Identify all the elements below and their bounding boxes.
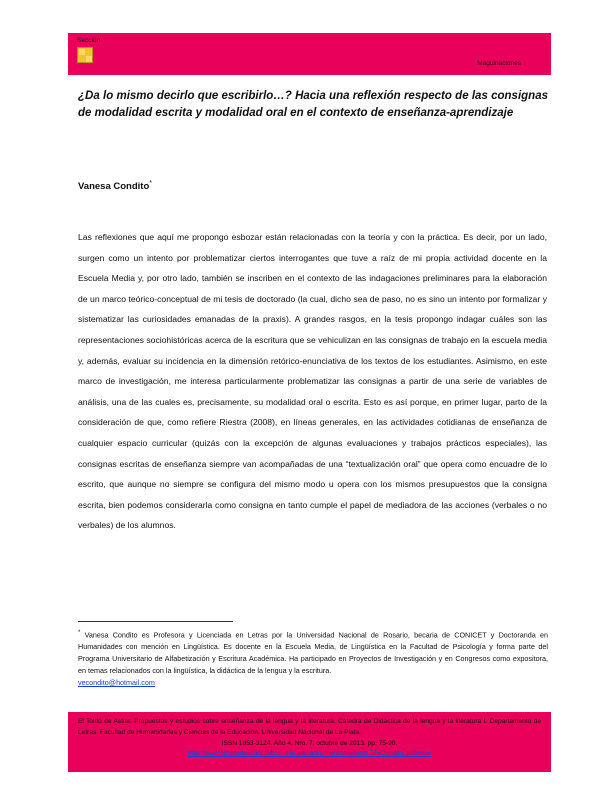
journal-footer-band: [68, 712, 551, 772]
section-label: Sección: [77, 37, 101, 44]
section-header-band: [68, 33, 551, 75]
footnote-text: Vanesa Condito es Profesora y Licenciada en Letras por la Universidad Nacional de Rosario, becaria de CONICET y Doctoranda en Humanidades con mención en Lingüística. Es docente en la Escuela Media, de Lingüística en la Facultad de Psicología y forma parte del Programa Universitario de Alfabetización y Escritura Académica. Ha participado en Proyectos de Investigación y en Congresos como expositora, en temas relacionados con la lingüística, la didáctica de la lengua y la escritura.: [78, 630, 548, 675]
footnote: [78, 628, 548, 688]
footnote-mark: *: [78, 630, 81, 636]
author-name: Vanesa Condito: [78, 181, 150, 193]
issn-line: ISSN 1853-3124. Año 4, Nro. 7, octubre de 2013. pp. 75-90.: [221, 739, 398, 747]
author-line: [78, 180, 152, 192]
journal-citation: El Toldo de Astier. Propuestas y estudios sobre enseñanza de la lengua y la literatura. Cátedra de Didáctica de la lengua y la literatura I. Departamento de Letras. Facultad de Humanidades y Ciencias de la Educación. Universidad Nacional de La Plata.: [78, 718, 541, 736]
footnote-divider: [78, 621, 233, 622]
article-title: ¿Da lo mismo decirlo que escribirlo…? Hacia una reflexión respecto de las consignas de modalidad escrita y modalidad oral en el contexto de enseñanza-aprendizaje: [78, 90, 548, 119]
section-name: Maguinaciones: [477, 60, 521, 67]
author-email-link[interactable]: vecondito@hotmail.com: [78, 677, 155, 687]
author-footnote-mark[interactable]: *: [149, 180, 152, 187]
body-paragraph: Las reflexiones que aquí me propongo esbozar están relacionadas con la teoría y con la práctica. Es decir, por un lado, surgen como un intento por problematizar ciertos interrogantes que tuve a raíz de mi propia actividad docente en la Escuela Media y, por otro lado, también se inscriben en el contexto de las indagaciones preliminares para la elaboración de un marco teórico-conceptual de mi tesis de doctorado (la cual, dicho sea de paso, no es sino un intento por formalizar y sistematizar las curiosidades emanadas de la praxis). A grandes rasgos, en la tesis propongo indagar cuáles son las representaciones sociohistóricas acerca de la escritura que se vehiculizan en las consignas de trabajo en la escuela media y, además, evaluar su incidencia en la dimensión retórico-enunciativa de los textos de los estudiantes. Asimismo, en este marco de investigación, me interesa particularmente problematizar las consignas a partir de una serie de variables de análisis, una de las cuales es, precisamente, su modalidad oral o escrita. Esto es así porque, en primer lugar, parto de la consideración de que, como refiere Riestra (2008), en líneas generales, en las actividades cotidianas de enseñanza de cualquier espacio curricular (quizás con la excepción de algunas evaluaciones y trabajos prácticos especiales), las consignas escritas de enseñanza siempre van acompañadas de una “textualización oral” que opera como encuadre de lo escrito, que aunque no siempre se configura del mismo modo u opera con los mismos presupuestos que la consigna escrita, bien podemos considerarla como consigna en tanto cumple el papel de mediadora de las acciones (verbales o no verbales) de los alumnos.: [78, 232, 547, 531]
article-url-link[interactable]: http://www.eltoldodeastier.fahce.unlp.edu.ar/numeros/numero-7/MCondito..pdf/view: [187, 750, 431, 758]
section-logo-icon: [77, 47, 93, 63]
